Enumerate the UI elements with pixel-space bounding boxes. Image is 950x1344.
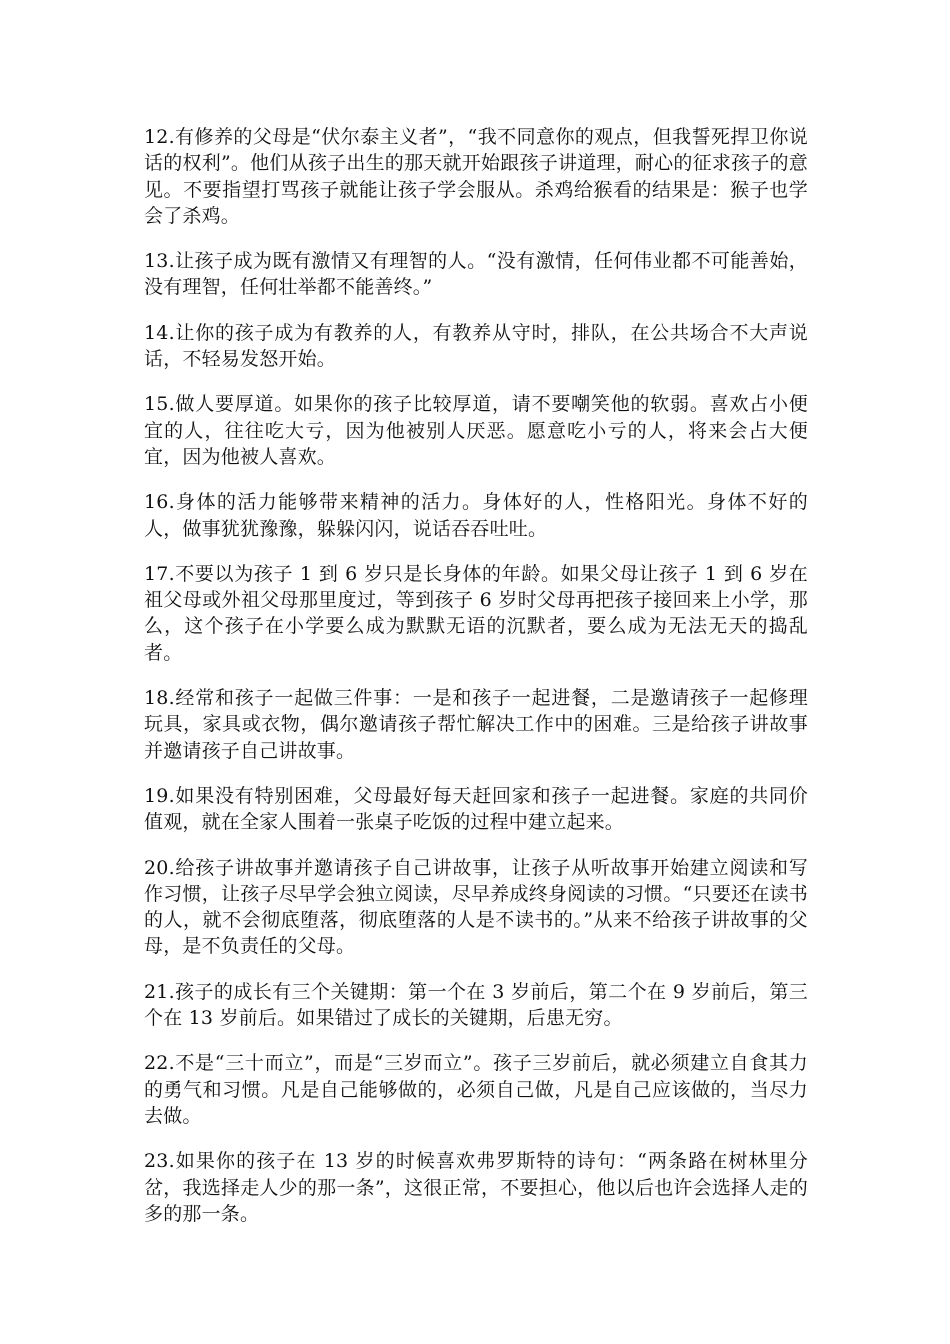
paragraph-15: 15.做人要厚道。如果你的孩子比较厚道，请不要嘲笑他的软弱。喜欢占小便宜的人，往往吃大亏，因为他被别人厌恶。愿意吃小亏的人，将来会占大便宜，因为他被人喜欢。 bbox=[144, 393, 808, 468]
paragraph-18: 18.经常和孩子一起做三件事：一是和孩子一起进餐，二是邀请孩子一起修理玩具，家具或衣物，偶尔邀请孩子帮忙解决工作中的困难。三是给孩子讲故事并邀请孩子自己讲故事。 bbox=[144, 687, 808, 762]
paragraph-23: 23.如果你的孩子在 13 岁的时候喜欢弗罗斯特的诗句：“两条路在树林里分岔，我选择走人少的那一条”，这很正常，不要担心，他以后也许会选择人走的多的那一条。 bbox=[144, 1150, 808, 1225]
paragraph-19: 19.如果没有特别困难，父母最好每天赶回家和孩子一起进餐。家庭的共同价值观，就在全家人围着一张桌子吃饭的过程中建立起来。 bbox=[144, 784, 808, 834]
paragraph-14: 14.让你的孩子成为有教养的人，有教养从守时，排队，在公共场合不大声说话，不轻易发怒开始。 bbox=[144, 321, 808, 371]
paragraph-16: 16.身体的活力能够带来精神的活力。身体好的人，性格阳光。身体不好的人，做事犹犹豫豫，躲躲闪闪，说话吞吞吐吐。 bbox=[144, 491, 808, 540]
paragraph-12: 12.有修养的父母是“伏尔泰主义者”，“我不同意你的观点，但我誓死捍卫你说话的权利”。他们从孩子出生的那天就开始跟孩子讲道理，耐心的征求孩子的意见。不要指望打骂孩子就能让孩子学会服从。杀鸡给猴看的结果是：猴子也学会了杀鸡。 bbox=[144, 126, 808, 227]
paragraph-21: 21.孩子的成长有三个关键期：第一个在 3 岁前后，第二个在 9 岁前后，第三个在 13 岁前后。如果错过了成长的关键期，后患无穷。 bbox=[144, 980, 808, 1030]
paragraph-13: 13.让孩子成为既有激情又有理智的人。“没有激情，任何伟业都不可能善始，没有理智，任何壮举都不能善终。” bbox=[144, 250, 808, 299]
document-page bbox=[144, 124, 808, 1246]
paragraph-22: 22.不是“三十而立”，而是“三岁而立”。孩子三岁前后，就必须建立自食其力的勇气和习惯。凡是自己能够做的，必须自己做，凡是自己应该做的，当尽力去做。 bbox=[144, 1052, 808, 1127]
paragraph-17: 17.不要以为孩子 1 到 6 岁只是长身体的年龄。如果父母让孩子 1 到 6 岁在祖父母或外祖父母那里度过，等到孩子 6 岁时父母再把孩子接回来上小学，那么，这个孩子在小学要么成为默默无语的沉默者，要么成为无法无天的捣乱者。 bbox=[144, 562, 808, 664]
paragraph-20: 20.给孩子讲故事并邀请孩子自己讲故事，让孩子从听故事开始建立阅读和写作习惯，让孩子尽早学会独立阅读，尽早养成终身阅读的习惯。“只要还在读书的人，就不会彻底堕落，彻底堕落的人是不读书的。”从来不给孩子讲故事的父母，是不负责任的父母。 bbox=[144, 856, 808, 958]
